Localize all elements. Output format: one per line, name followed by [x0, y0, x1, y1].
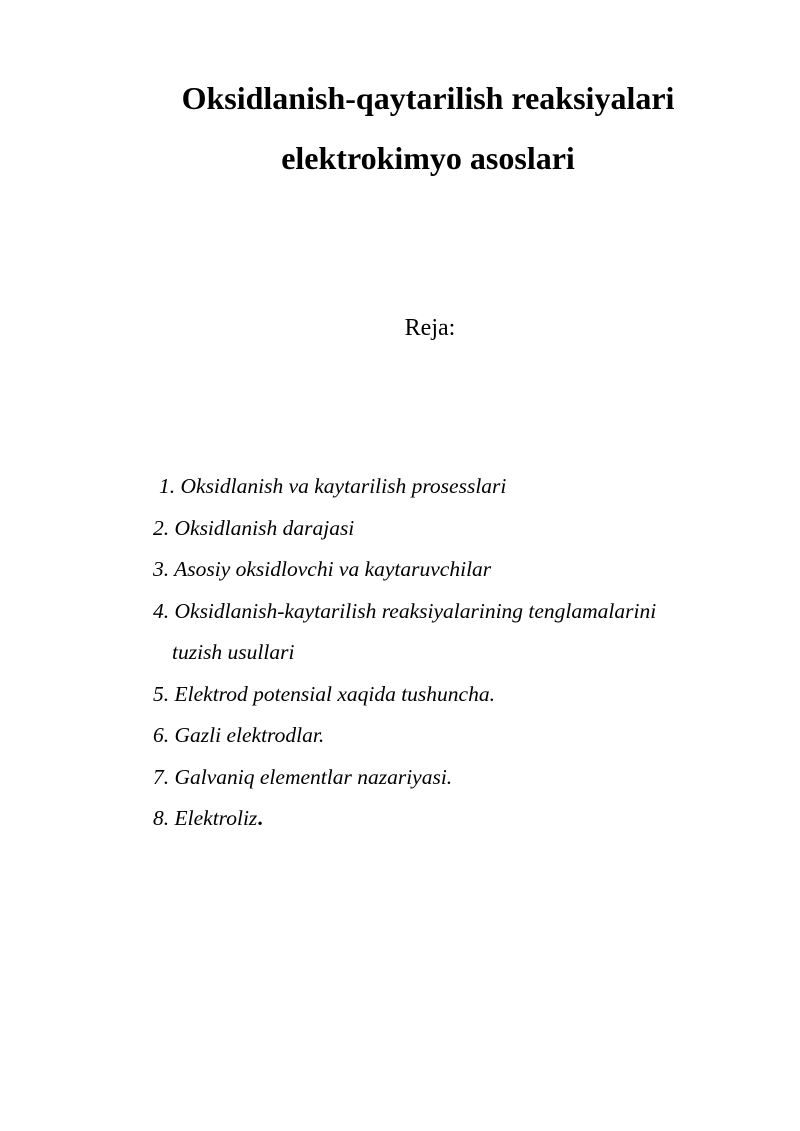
plan-item-text: Galvaniq elementlar nazariyasi. — [174, 764, 453, 789]
plan-item-text: Oksidlanish darajasi — [174, 515, 355, 540]
plan-item-5 — [153, 674, 753, 716]
plan-item-7 — [153, 757, 753, 799]
plan-item-2 — [153, 508, 753, 550]
plan-item-number: 8. — [153, 806, 170, 830]
plan-item-text: Elektroliz — [174, 806, 258, 830]
plan-item-text: Oksidlanish va kaytarilish prosesslari — [180, 474, 507, 498]
plan-list — [153, 466, 753, 840]
plan-item-number: 5. — [153, 681, 170, 706]
document-title-line-1: Oksidlanish-qaytarilish reaksiyalari — [181, 80, 675, 116]
plan-item-number: 3. — [153, 557, 170, 581]
plan-item-text: Elektrod potensial xaqida tushuncha. — [174, 681, 495, 706]
plan-item-8 — [153, 798, 753, 840]
plan-item-3 — [153, 549, 753, 591]
plan-item-number: 1. — [159, 474, 176, 498]
plan-item-suffix: . — [257, 806, 263, 830]
plan-item-6 — [153, 715, 753, 757]
plan-item-1 — [153, 466, 753, 508]
plan-heading: Reja: — [404, 315, 456, 341]
plan-item-number: 2. — [153, 515, 170, 540]
plan-item-number: 6. — [153, 723, 170, 747]
plan-item-4 — [153, 591, 753, 674]
plan-item-text: Asosiy oksidlovchi va kaytaruvchilar — [174, 557, 492, 581]
plan-item-continuation: tuzish usullari — [172, 640, 295, 664]
document-title-line-2: elektrokimyo asoslari — [281, 140, 575, 176]
plan-item-number: 4. — [153, 598, 170, 623]
plan-item-text: Gazli elektrodlar. — [174, 723, 325, 747]
plan-item-number: 7. — [153, 764, 170, 789]
plan-item-text: Oksidlanish-kaytarilish reaksiyalarining tenglamalarini — [174, 598, 657, 623]
